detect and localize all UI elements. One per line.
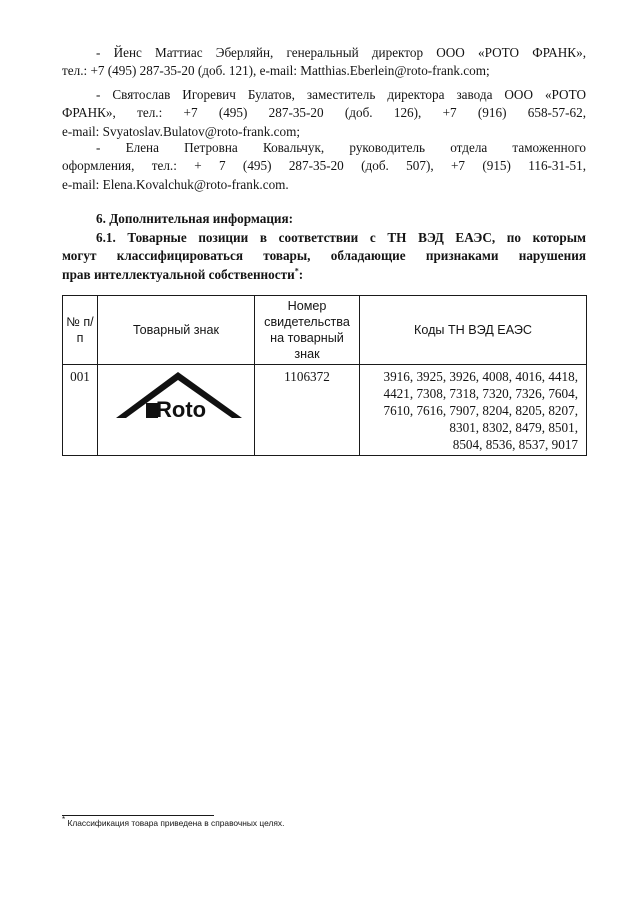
subsection-6-1	[62, 229, 586, 284]
codes-line: 8504, 8536, 8537, 9017	[452, 437, 578, 452]
contact-2	[62, 86, 586, 141]
contact-3-line3: e-mail: Elena.Kovalchuk@roto-frank.com.	[62, 176, 289, 192]
footnote-reference: *	[294, 266, 299, 276]
header-certificate: Номер свидетельства на товарный знак	[255, 296, 360, 365]
header-codes: Коды ТН ВЭД ЕАЭС	[360, 296, 587, 365]
table-header-row	[63, 296, 587, 365]
footnote-text: Классификация товара приведена в справочных целях.	[67, 818, 285, 828]
codes-line: 8301, 8302, 8479, 8501,	[449, 420, 578, 435]
roto-logo	[106, 368, 246, 424]
table-row	[63, 365, 587, 456]
contact-2-line1: - Святослав Игоревич Булатов, заместитель директора завода ООО «РОТО	[96, 87, 586, 102]
footnote	[62, 815, 285, 828]
codes-line: 7610, 7616, 7907, 8204, 8205, 8207,	[383, 403, 578, 418]
codes-line: 4421, 7308, 7318, 7320, 7326, 7604,	[383, 386, 578, 401]
header-number: № п/п	[63, 296, 98, 365]
contact-1-line1: - Йенс Маттиас Эберляйн, генеральный директор ООО «РОТО ФРАНК»,	[96, 45, 586, 60]
subsection-line2: могут классифицироваться товары, обладающие признаками нарушения	[62, 248, 586, 264]
contact-1	[62, 44, 586, 81]
subsection-line3-tail: :	[298, 266, 304, 282]
footnote-mark: *	[62, 815, 66, 825]
contact-2-line3: e-mail: Svyatoslav.Bulatov@roto-frank.com;	[62, 123, 300, 139]
trademark-table	[62, 295, 587, 456]
subsection-line1: 6.1. Товарные позиции в соответствии с ТН ВЭД ЕАЭС, по которым	[96, 230, 586, 245]
subsection-line3	[62, 266, 586, 284]
subsection-line3-text: прав интеллектуальной собственности	[62, 266, 295, 282]
section-heading-text: 6. Дополнительная информация:	[96, 211, 294, 226]
contact-1-line2: тел.: +7 (495) 287-35-20 (доб. 121), e-mail: Matthias.Eberlein@roto-frank.com;	[62, 63, 490, 79]
certificate-number: 1106372	[255, 365, 360, 456]
footnote-divider	[62, 815, 214, 816]
codes-cell	[360, 365, 587, 456]
contact-3-line1: - Елена Петровна Ковальчук, руководитель отдела таможенного	[96, 140, 586, 155]
row-number: 001	[63, 365, 98, 456]
trademark-cell	[98, 365, 255, 456]
header-trademark: Товарный знак	[98, 296, 255, 365]
codes-line: 3916, 3925, 3926, 4008, 4016, 4418,	[383, 369, 578, 384]
roto-logo-text: Roto	[156, 397, 207, 422]
section-heading	[62, 210, 586, 228]
contact-2-line2: ФРАНК», тел.: +7 (495) 287-35-20 (доб. 126), +7 (916) 658-57-62,	[62, 105, 586, 121]
contact-3	[62, 139, 586, 194]
contact-3-line2: оформления, тел.: + 7 (495) 287-35-20 (доб. 507), +7 (915) 116-31-51,	[62, 158, 586, 174]
